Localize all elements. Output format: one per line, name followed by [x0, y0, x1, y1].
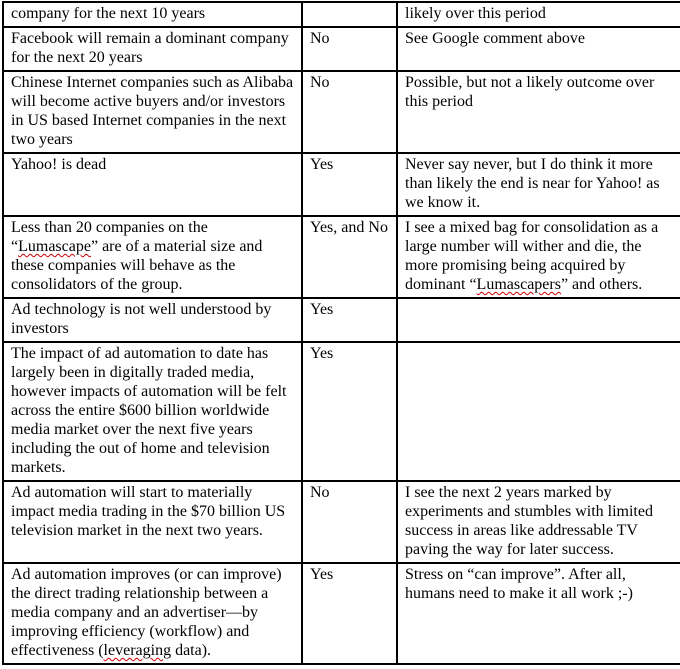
- answer-text: No: [310, 484, 330, 501]
- text-segment: Never say never, but I do think it more than likely the end is near for Yahoo! as we know it.: [405, 156, 660, 211]
- table-row: [3, 342, 680, 481]
- table-row: [3, 216, 680, 298]
- statement-cell: [3, 298, 302, 342]
- text-segment: Ad automation improves (or can improve) the direct trading relationship between a media company and an advertiser—by improving efficiency (workflow) and effectiveness (: [11, 566, 282, 659]
- statement-cell: [3, 342, 302, 481]
- text-segment: See Google comment above: [405, 30, 585, 47]
- answer-cell: [302, 216, 397, 298]
- comment-cell: [397, 298, 680, 342]
- text-segment: Ad automation will start to materially impact media trading in the $70 billion US television market in the next two years.: [11, 484, 286, 539]
- text-segment: Chinese Internet companies such as Alibaba will become active buyers and/or investors in US based Internet companies in the next two years: [11, 74, 294, 148]
- text-segment: ” are of a material size and these companies will behave as the consolidators of the group.: [11, 238, 263, 293]
- answer-text: No: [310, 30, 330, 47]
- predictions-table: [2, 1, 680, 665]
- comment-cell: [397, 27, 680, 71]
- answer-text: Yes: [310, 156, 334, 173]
- table-body: [3, 2, 680, 664]
- answer-cell: [302, 153, 397, 216]
- table-row: [3, 563, 680, 664]
- text-segment: likely over this period: [405, 5, 546, 22]
- statement-cell: [3, 563, 302, 664]
- answer-text: Yes: [310, 345, 334, 362]
- text-segment: Stress on “can improve”. After all, humans need to make it all work ;-): [405, 566, 633, 602]
- text-segment: data).: [171, 642, 212, 659]
- answer-cell: [302, 342, 397, 481]
- table-row: [3, 2, 680, 27]
- comment-cell: [397, 342, 680, 481]
- text-segment: I see a mixed bag for consolidation as a large number will wither and die, the more promising being acquired by dominant “: [405, 219, 659, 293]
- answer-text: Yes: [310, 566, 334, 583]
- text-segment: I see the next 2 years marked by experiments and stumbles with limited success in areas like addressable TV paving the way for later success.: [405, 484, 653, 558]
- comment-cell: [397, 153, 680, 216]
- text-segment: Possible, but not a likely outcome over this period: [405, 74, 655, 110]
- answer-cell: [302, 2, 397, 27]
- text-segment: Less than 20 companies on the “: [11, 219, 208, 255]
- text-segment: Yahoo! is dead: [11, 156, 107, 173]
- table-row: [3, 298, 680, 342]
- answer-cell: [302, 298, 397, 342]
- table-row: [3, 153, 680, 216]
- comment-cell: [397, 2, 680, 27]
- answer-cell: [302, 563, 397, 664]
- misspelled-word: leveraging: [103, 642, 172, 659]
- answer-cell: [302, 481, 397, 563]
- answer-text: No: [310, 74, 330, 91]
- text-segment: Facebook will remain a dominant company for the next 20 years: [11, 30, 289, 66]
- answer-cell: [302, 71, 397, 153]
- statement-cell: [3, 481, 302, 563]
- comment-cell: [397, 563, 680, 664]
- table-row: [3, 71, 680, 153]
- misspelled-word: Lumascape: [18, 238, 91, 255]
- statement-cell: [3, 2, 302, 27]
- table-row: [3, 481, 680, 563]
- comment-cell: [397, 481, 680, 563]
- text-segment: ” and others.: [560, 276, 643, 293]
- text-segment: The impact of ad automation to date has largely been in digitally traded media, however impacts of automation will be felt across the entire $600 billion worldwide media market over the next five years including the out of home and television markets.: [11, 345, 287, 476]
- answer-text: Yes, and No: [310, 219, 388, 236]
- comment-cell: [397, 216, 680, 298]
- text-segment: Ad technology is not well understood by investors: [11, 301, 272, 337]
- misspelled-word: Lumascapers: [476, 276, 561, 293]
- comment-cell: [397, 71, 680, 153]
- statement-cell: [3, 216, 302, 298]
- statement-cell: [3, 153, 302, 216]
- statement-cell: [3, 27, 302, 71]
- answer-text: Yes: [310, 301, 334, 318]
- text-segment: company for the next 10 years: [11, 5, 206, 22]
- statement-cell: [3, 71, 302, 153]
- answer-cell: [302, 27, 397, 71]
- table-row: [3, 27, 680, 71]
